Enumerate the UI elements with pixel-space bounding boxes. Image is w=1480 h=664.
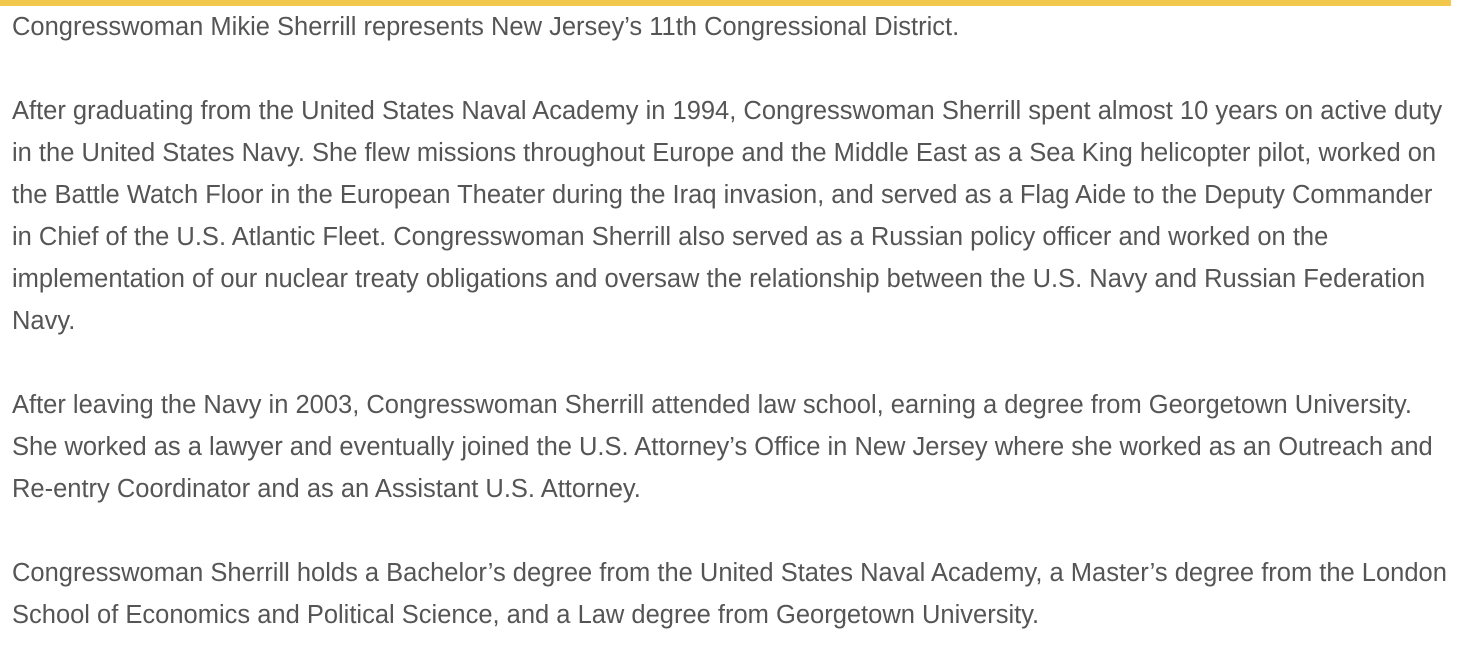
bio-paragraph-intro: Congresswoman Mikie Sherrill represents New Jersey’s 11th Congressional District. — [12, 13, 960, 41]
bio-paragraph-legal-career: After leaving the Navy in 2003, Congresswoman Sherrill attended law school, earning a degree from Georgetown University. She worked as a lawyer and eventually joined the U.S. Attorney’s Office in New Jersey where she worked as an Outreach and Re-entry Coordinator and as an Assistant U.S. Attorney. — [12, 391, 1433, 503]
bio-content — [12, 6, 1452, 636]
bio-paragraph-education: Congresswoman Sherrill holds a Bachelor’s degree from the United States Naval Academy, a Master’s degree from the London School of Economics and Political Science, and a Law degree from Georgetown University. — [12, 559, 1447, 629]
bio-paragraph-navy-service: After graduating from the United States Naval Academy in 1994, Congresswoman Sherrill spent almost 10 years on active duty in the United States Navy. She flew missions throughout Europe and the Middle East as a Sea King helicopter pilot, worked on the Battle Watch Floor in the European Theater during the Iraq invasion, and served as a Flag Aide to the Deputy Commander in Chief of the U.S. Atlantic Fleet. Congresswoman Sherrill also served as a Russian policy officer and worked on the implementation of our nuclear treaty obligations and oversaw the relationship between the U.S. Navy and Russian Federation Navy. — [12, 97, 1443, 335]
